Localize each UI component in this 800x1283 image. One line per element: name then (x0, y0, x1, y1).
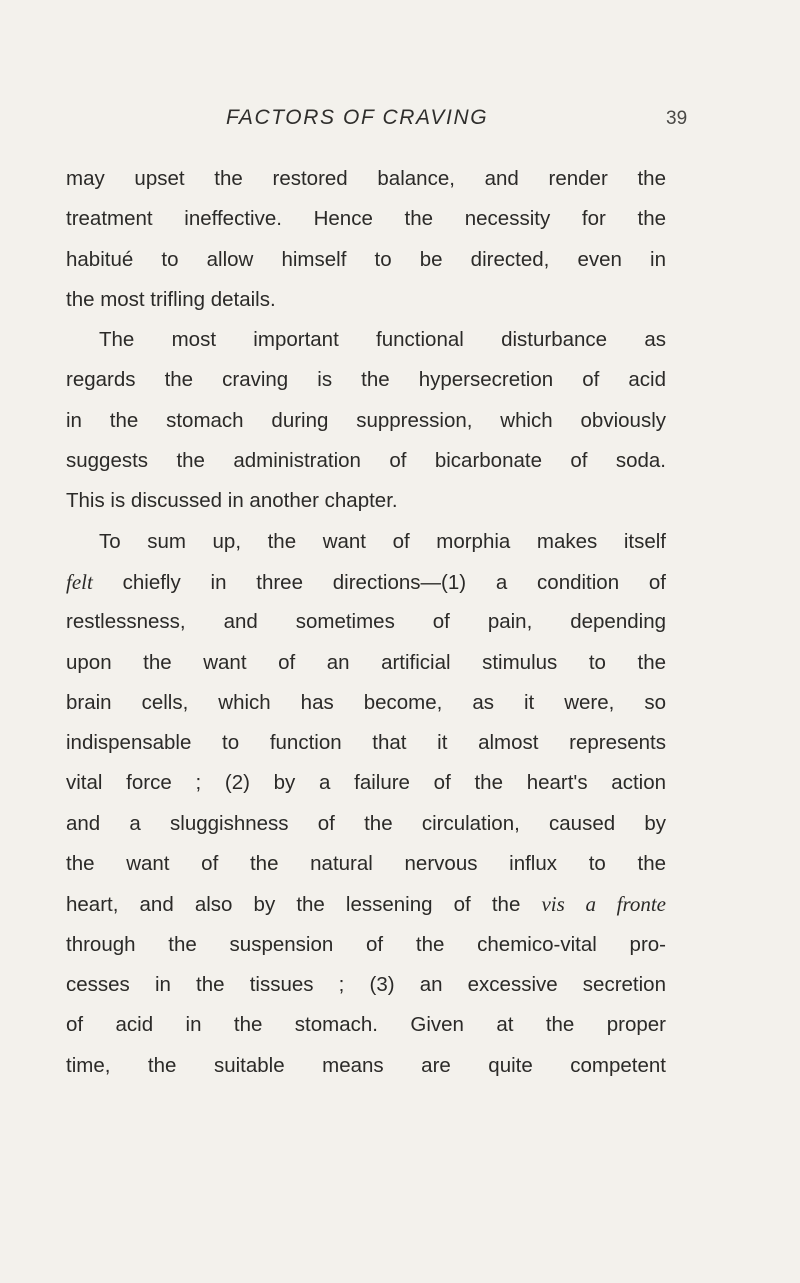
text-line: the most trifling details. (66, 287, 276, 311)
body-text (66, 159, 666, 1086)
text-line: and a sluggishness of the circulation, caused by (66, 811, 666, 835)
running-title: FACTORS OF CRAVING (226, 106, 489, 129)
text-line: upon the want of an artificial stimulus to the (66, 650, 666, 674)
page-number: 39 (666, 108, 688, 129)
text-line: vital force ; (2) by a failure of the heart's action (66, 771, 666, 795)
text-line: cesses in the tissues ; (3) an excessive secretion (66, 972, 666, 996)
text-line: of acid in the stomach. Given at the proper (66, 1013, 666, 1037)
text-line: time, the suitable means are quite competent (66, 1053, 666, 1077)
text-line: suggests the administration of bicarbonate of soda. (66, 449, 666, 473)
text-line: the want of the natural nervous influx to the (66, 852, 666, 876)
text-line: through the suspension of the chemico-vital pro- (66, 932, 666, 956)
text-line: felt chiefly in three directions—(1) a condition of (66, 569, 666, 594)
text-line: This is discussed in another chapter. (66, 489, 398, 513)
text-line: brain cells, which has become, as it were, so (66, 690, 666, 714)
italic-phrase: vis a fronte (541, 892, 666, 917)
text-line: treatment ineffective. Hence the necessity for the (66, 207, 666, 231)
text-line: indispensable to function that it almost represents (66, 731, 666, 755)
text-line: restlessness, and sometimes of pain, depending (66, 610, 666, 634)
text-line: in the stomach during suppression, which obviously (66, 408, 666, 432)
italic-word: felt (66, 569, 93, 594)
text-line: habitué to allow himself to be directed, even in (66, 247, 666, 271)
text-line: heart, and also by the lessening of the vis a fronte (66, 892, 666, 917)
text-line: The most important functional disturbance as (99, 328, 666, 352)
text-line: To sum up, the want of morphia makes itself (99, 529, 666, 553)
text-line: regards the craving is the hypersecretion of acid (66, 368, 666, 392)
page-header (0, 106, 800, 140)
text-line: may upset the restored balance, and render the (66, 167, 666, 190)
